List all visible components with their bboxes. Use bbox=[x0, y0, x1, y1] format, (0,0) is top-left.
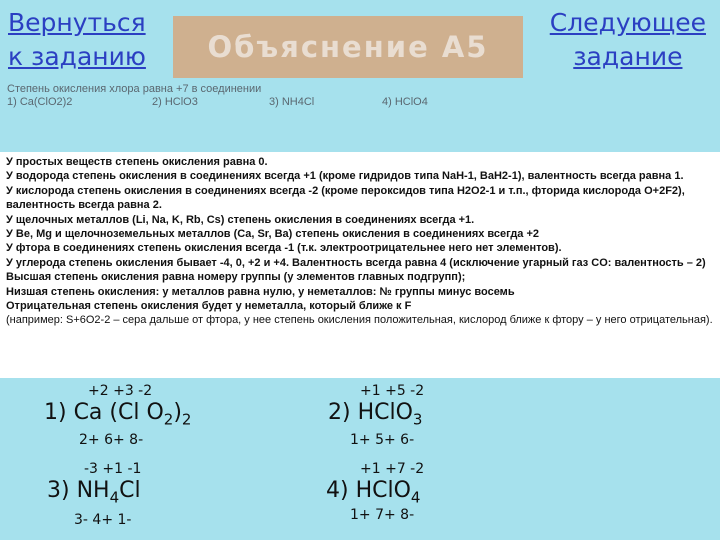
answer-3-formula: 3) $NH_4Cl$ bbox=[47, 478, 141, 507]
rule-line: валентность всегда равна 2. bbox=[6, 199, 162, 212]
next-link-line2[interactable]: задание bbox=[573, 42, 683, 71]
answer-4-charge-sums: 1+ 7+ 8- bbox=[350, 507, 415, 523]
answer-2-formula: 2) HClO$_3$ bbox=[328, 400, 423, 429]
back-to-task-link[interactable] bbox=[8, 6, 146, 74]
answer-2-oxidation-states: +1 +5 -2 bbox=[360, 383, 425, 399]
rule-line: Низшая степень окисления: у металлов равна нулю, у неметаллов: № группы минус восемь bbox=[6, 285, 515, 298]
question-option-4: 4) HClO4 bbox=[382, 96, 428, 108]
rule-line: У Be, Mg и щелочноземельных металлов (Ca, Sr, Ba) степень окисления в соединениях всегда +2 bbox=[6, 228, 540, 241]
rule-line: У углерода степень окисления бывает -4, 0, +2 и +4. Валентность всегда равна 4 (исключение угарный газ CO: валентность – 2) bbox=[6, 256, 706, 269]
answer-4-oxidation-states: +1 +7 -2 bbox=[360, 461, 425, 477]
rule-line: Отрицательная степень окисления будет у неметалла, который ближе к F bbox=[6, 300, 412, 313]
question-option-1: 1) Ca(ClO2)2 bbox=[7, 96, 73, 108]
rule-line: У водорода степень окисления в соединениях всегда +1 (кроме гидридов типа NaH-1, BaH2-1), валентность всегда равна 1. bbox=[6, 170, 684, 183]
question-option-2: 2) HClO3 bbox=[152, 96, 198, 108]
explanation-panel bbox=[0, 152, 720, 378]
answer-3-oxidation-states: -3 +1 -1 bbox=[84, 461, 142, 477]
next-link-line1[interactable]: Следующее bbox=[549, 8, 706, 37]
question-option-3: 3) NH4Cl bbox=[269, 96, 315, 108]
answer-1-charge-sums: 2+ 6+ 8- bbox=[79, 432, 144, 448]
title-banner bbox=[173, 16, 523, 78]
page-title: Объяснение А5 bbox=[207, 30, 489, 64]
rule-line: У кислорода степень окисления в соединениях всегда -2 (кроме пероксидов типа H2O2-1 и т.п., фторида кислорода O+2F2), bbox=[6, 184, 685, 197]
next-task-link[interactable] bbox=[550, 6, 706, 74]
rule-line: У простых веществ степень окисления равна 0. bbox=[6, 156, 268, 168]
answer-3-charge-sums: 3- 4+ 1- bbox=[74, 512, 132, 528]
rule-line: У фтора в соединениях степень окисления всегда -1 (т.к. электроотрицательнее него нет элементов). bbox=[6, 242, 562, 255]
question-text: Степень окисления хлора равна +7 в соединении bbox=[7, 83, 262, 95]
answer-4-formula: 4) HClO$_4$ bbox=[326, 478, 421, 507]
rule-line: (например: S+6O2-2 – сера дальше от фтора, у нее степень окисления положительная, кислород ближе к фтору – у него отрицательная). bbox=[6, 314, 713, 327]
back-link-line1[interactable]: Вернуться bbox=[8, 8, 146, 37]
answer-2-charge-sums: 1+ 5+ 6- bbox=[350, 432, 415, 448]
question-block bbox=[7, 83, 477, 110]
answer-1-oxidation-states: +2 +3 -2 bbox=[88, 383, 153, 399]
rule-line: Высшая степень окисления равна номеру группы (у элементов главных подгрупп); bbox=[6, 271, 466, 284]
back-link-line2[interactable]: к заданию bbox=[8, 42, 146, 71]
rule-line: У щелочных металлов (Li, Na, K, Rb, Cs) степень окисления в соединениях всегда +1. bbox=[6, 213, 475, 226]
answer-1-formula: 1) Ca (Cl $O_2)_2$ bbox=[44, 400, 192, 429]
